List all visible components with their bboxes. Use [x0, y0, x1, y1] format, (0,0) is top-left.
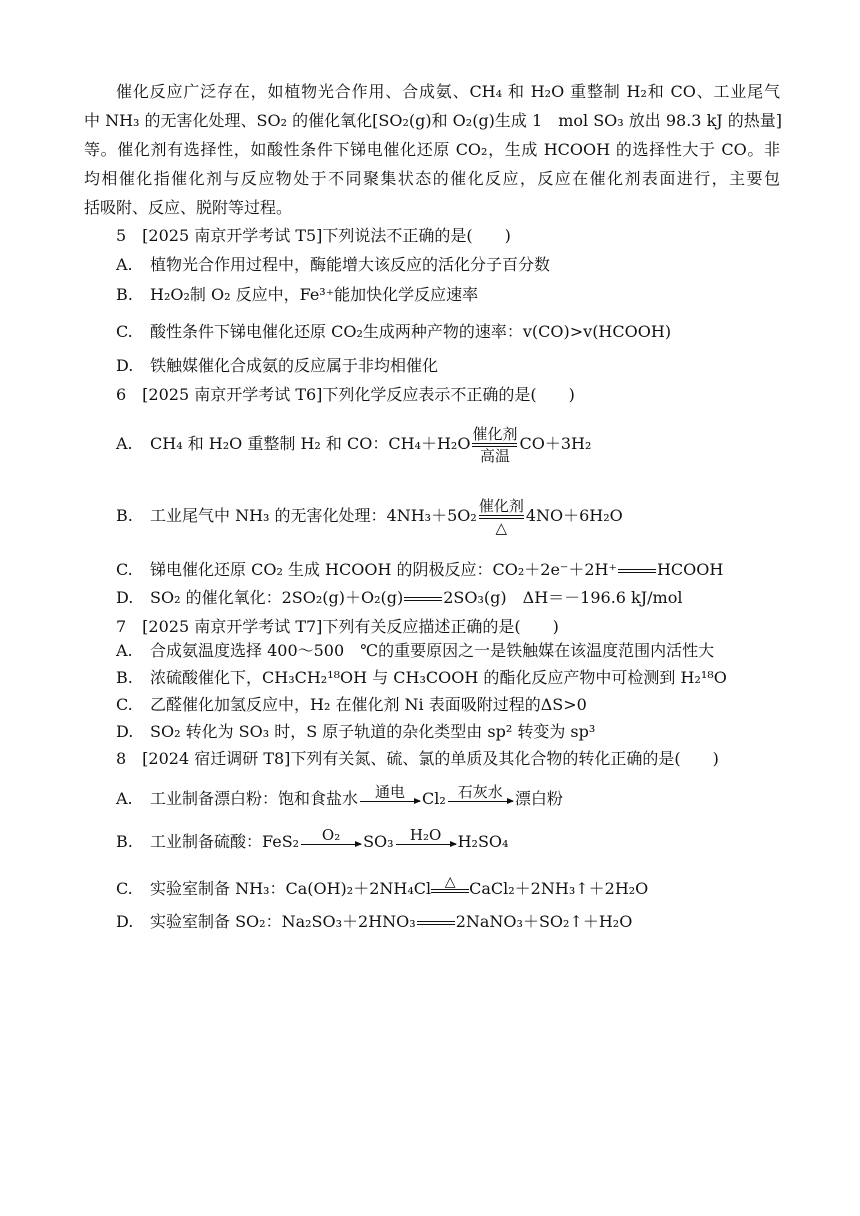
- option-text: SO₂ 转化为 SO₃ 时，S 原子轨道的杂化类型由 sp² 转变为 sp³: [150, 722, 596, 741]
- option-text: 合成氨温度选择 400～500 ℃的重要原因之一是铁触媒在该温度范围内活性大: [150, 641, 715, 660]
- option-text: 植物光合作用过程中，酶能增大该反应的活化分子百分数: [150, 255, 551, 274]
- option-label: C.: [116, 879, 133, 898]
- question-8-option-a: [116, 782, 563, 816]
- equation-left: 工业尾气中 NH₃ 的无害化处理：4NH₃＋5O₂: [150, 506, 477, 525]
- option-text: 铁触媒催化合成氨的反应属于非均相催化: [150, 356, 439, 375]
- reaction-arrow: [301, 826, 361, 859]
- equation-right: 2SO₃(g) ΔH＝－196.6 kJ/mol: [443, 588, 683, 607]
- intro-line-1: 催化反应广泛存在，如植物光合作用、合成氨、CH₄ 和 H₂O 重整制 H₂和 CO、工业尾气: [116, 82, 780, 101]
- reaction-condition: [479, 497, 524, 537]
- question-8-option-c: [116, 874, 648, 905]
- question-6-option-b: [116, 496, 623, 537]
- question-8-header: 8 [2024 宿迁调研 T8]下列有关氮、硫、氯的单质及其化合物的转化正确的是( ): [116, 749, 719, 768]
- question-5-header: 5 [2025 南京开学考试 T5]下列说法不正确的是( ): [116, 226, 511, 245]
- question-6-header: 6 [2025 南京开学考试 T6]下列化学反应表示不正确的是( ): [116, 385, 575, 404]
- equals-sign: [618, 569, 656, 573]
- arrow-icon: [448, 801, 513, 802]
- equals-sign: [404, 597, 442, 601]
- equation-left: CH₄ 和 H₂O 重整制 H₂ 和 CO：CH₄＋H₂O: [150, 434, 471, 453]
- reaction-condition: [431, 875, 469, 905]
- option-label: B.: [116, 668, 133, 687]
- condition-top: 催化剂: [472, 424, 518, 443]
- equation-right: CaCl₂＋2NH₃↑＋2H₂O: [469, 879, 649, 898]
- question-5-option-c: [116, 322, 671, 342]
- question-8-option-b: [116, 825, 508, 859]
- arrow-icon: [301, 844, 361, 845]
- question-6-option-d: [116, 588, 682, 608]
- arrow-condition: O₂: [321, 826, 341, 844]
- equation-right: CO＋3H₂: [519, 434, 592, 453]
- route-intermediate: Cl₂: [422, 789, 446, 808]
- option-text: 乙醛催化加氢反应中，H₂ 在催化剂 Ni 表面吸附过程的ΔS>0: [150, 695, 587, 714]
- question-5-option-b: [116, 285, 478, 305]
- arrow-condition: 石灰水: [457, 783, 503, 801]
- option-text: 酸性条件下锑电催化还原 CO₂生成两种产物的速率：v(CO)>v(HCOOH): [150, 322, 672, 341]
- equation-left: 实验室制备 SO₂：Na₂SO₃＋2HNO₃: [150, 912, 416, 931]
- intro-line-4: 均相催化指催化剂与反应物处于不同聚集状态的催化反应，反应在催化剂表面进行，主要包: [84, 169, 780, 188]
- question-8-option-d: [116, 912, 632, 932]
- equals-sign: [417, 921, 455, 925]
- option-label: C.: [116, 695, 133, 714]
- intro-line-5: 括吸附、反应、脱附等过程。: [84, 198, 293, 217]
- arrow-icon: [396, 844, 456, 845]
- question-7-option-b: [116, 668, 727, 688]
- option-label: A.: [116, 789, 133, 808]
- option-label: C.: [116, 560, 133, 579]
- option-label: A.: [116, 255, 133, 274]
- option-label: B.: [116, 285, 133, 304]
- condition-bottom: △: [495, 518, 508, 537]
- option-label: B.: [116, 832, 133, 851]
- equation-right: 2NaNO₃＋SO₂↑＋H₂O: [455, 912, 633, 931]
- reaction-condition: [472, 425, 517, 465]
- option-label: D.: [116, 588, 134, 607]
- equation-left: 实验室制备 NH₃：Ca(OH)₂＋2NH₄Cl: [150, 879, 432, 898]
- route-intermediate: SO₃: [363, 832, 394, 851]
- question-5-option-d: [116, 356, 438, 376]
- question-7-option-a: [116, 641, 714, 661]
- arrow-condition: H₂O: [409, 826, 442, 844]
- option-label: A.: [116, 434, 133, 453]
- option-label: A.: [116, 641, 133, 660]
- equation-left: 锑电催化还原 CO₂ 生成 HCOOH 的阴极反应：CO₂＋2e⁻＋2H⁺: [150, 560, 617, 579]
- question-7-option-c: [116, 695, 587, 715]
- option-label: C.: [116, 322, 133, 341]
- intro-line-2: 中 NH₃ 的无害化处理、SO₂ 的催化氧化[SO₂(g)和 O₂(g)生成 1 mol SO₃ 放出 98.3 kJ 的热量]: [84, 111, 783, 130]
- equation-left: SO₂ 的催化氧化：2SO₂(g)＋O₂(g): [150, 588, 404, 607]
- option-label: D.: [116, 722, 134, 741]
- reaction-arrow: [448, 783, 513, 816]
- equation-right: HCOOH: [656, 560, 724, 579]
- condition-bottom: 高温: [479, 446, 510, 465]
- question-6-option-a: [116, 424, 591, 465]
- question-7-option-d: [116, 722, 595, 742]
- question-6-option-c: [116, 560, 723, 580]
- option-label: B.: [116, 506, 133, 525]
- option-text: H₂O₂制 O₂ 反应中，Fe³⁺能加快化学反应速率: [150, 285, 479, 304]
- question-5-option-a: [116, 255, 550, 275]
- route-start: 工业制备漂白粉：饱和食盐水: [150, 789, 359, 808]
- option-label: D.: [116, 356, 134, 375]
- route-start: 工业制备硫酸：FeS₂: [150, 832, 300, 851]
- arrow-icon: [360, 801, 420, 802]
- intro-line-3: 等。催化剂有选择性，如酸性条件下锑电催化还原 CO₂，生成 HCOOH 的选择性大于 CO。非: [84, 140, 780, 159]
- equation-right: 4NO＋6H₂O: [525, 506, 623, 525]
- option-label: D.: [116, 912, 134, 931]
- reaction-arrow: [360, 783, 420, 816]
- condition-top: 催化剂: [478, 496, 524, 515]
- condition-top: △: [444, 873, 456, 890]
- equals-sign: [431, 889, 469, 893]
- reaction-arrow: [396, 826, 456, 859]
- route-end: 漂白粉: [514, 789, 563, 808]
- arrow-condition: 通电: [375, 783, 406, 801]
- question-7-header: 7 [2025 南京开学考试 T7]下列有关反应描述正确的是( ): [116, 617, 559, 636]
- route-end: H₂SO₄: [457, 832, 509, 851]
- option-text: 浓硫酸催化下，CH₃CH₂¹⁸OH 与 CH₃COOH 的酯化反应产物中可检测到 H₂¹⁸O: [150, 668, 727, 687]
